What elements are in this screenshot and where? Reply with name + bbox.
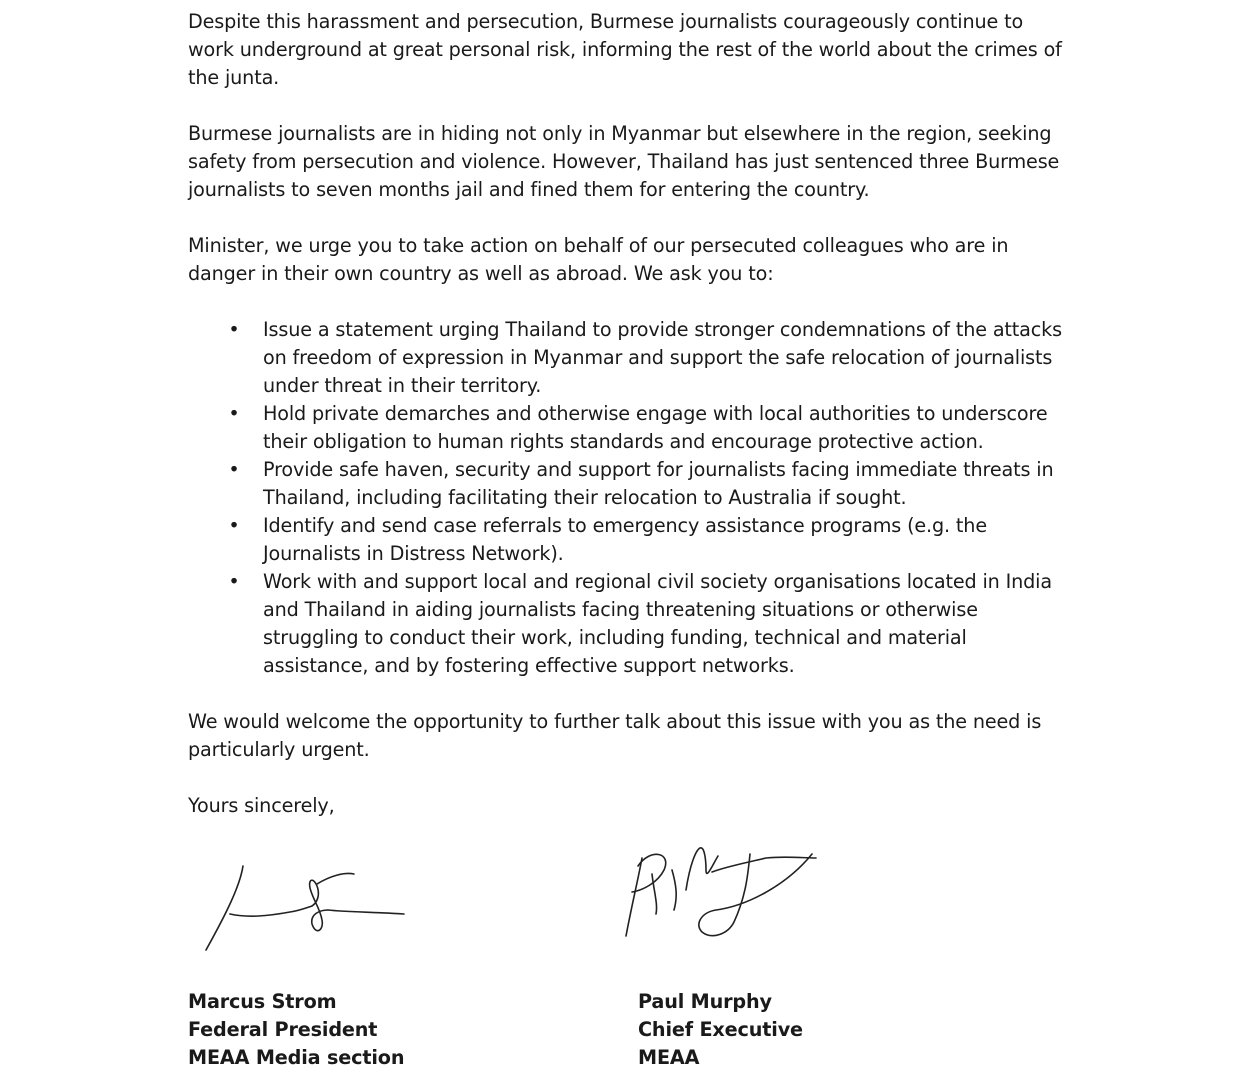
signatory-block: [188, 988, 404, 1072]
request-list: [188, 316, 1068, 680]
bullet-icon: •: [228, 570, 240, 593]
list-item-text: Provide safe haven, security and support for journalists facing immediate threats in Thailand, including facilitating their relocation to Australia if sought.: [263, 458, 1054, 509]
signatory-title: Federal President: [188, 1018, 378, 1041]
bullet-icon: •: [228, 458, 240, 481]
paragraph-closing: We would welcome the opportunity to further talk about this issue with you as the need is particularly urgent.: [188, 710, 1042, 761]
bullet-icon: •: [228, 514, 240, 537]
signatory-title: Chief Executive: [638, 1018, 803, 1041]
paragraph-hiding: Burmese journalists are in hiding not only in Myanmar but elsewhere in the region, seeking safety from persecution and violence. However, Thailand has just sentenced three Burmese journalists to seven months jail and fined them for entering the country.: [188, 122, 1060, 201]
sign-off: Yours sincerely,: [188, 794, 335, 817]
letter-body: [188, 8, 1068, 820]
signatory-name: Paul Murphy: [638, 990, 772, 1013]
list-item-text: Hold private demarches and otherwise engage with local authorities to underscore their obligation to human rights standards and encourage protective action.: [263, 402, 1048, 453]
signature-area: [188, 852, 1068, 962]
signatory-name: Marcus Strom: [188, 990, 337, 1013]
bullet-icon: •: [228, 318, 240, 341]
signature-paul-murphy: [616, 844, 836, 949]
list-item-text: Work with and support local and regional civil society organisations located in India and Thailand in aiding journalists facing threatening situations or otherwise struggling to conduct their work, including funding, technical and material assistance, and by fostering effective support networks.: [263, 570, 1052, 677]
list-item-text: Identify and send case referrals to emergency assistance programs (e.g. the Journalists in Distress Network).: [263, 514, 987, 565]
signatory-block: [638, 988, 803, 1072]
list-item: [188, 456, 1068, 512]
list-item: [188, 568, 1068, 680]
signatory-organisation: MEAA: [638, 1046, 700, 1069]
list-item: [188, 400, 1068, 456]
list-item-text: Issue a statement urging Thailand to provide stronger condemnations of the attacks on freedom of expression in Myanmar and support the safe relocation of journalists under threat in their territory.: [263, 318, 1062, 397]
signatory-organisation: MEAA Media section: [188, 1046, 405, 1069]
paragraph-request: Minister, we urge you to take action on behalf of our persecuted colleagues who are in danger in their own country as well as abroad. We ask you to:: [188, 234, 1009, 285]
signature-marcus-strom: [196, 852, 416, 962]
bullet-icon: •: [228, 402, 240, 425]
list-item: [188, 316, 1068, 400]
paragraph-harassment: Despite this harassment and persecution, Burmese journalists courageously continue to work underground at great personal risk, informing the rest of the world about the crimes of the junta.: [188, 10, 1062, 89]
list-item: [188, 512, 1068, 568]
